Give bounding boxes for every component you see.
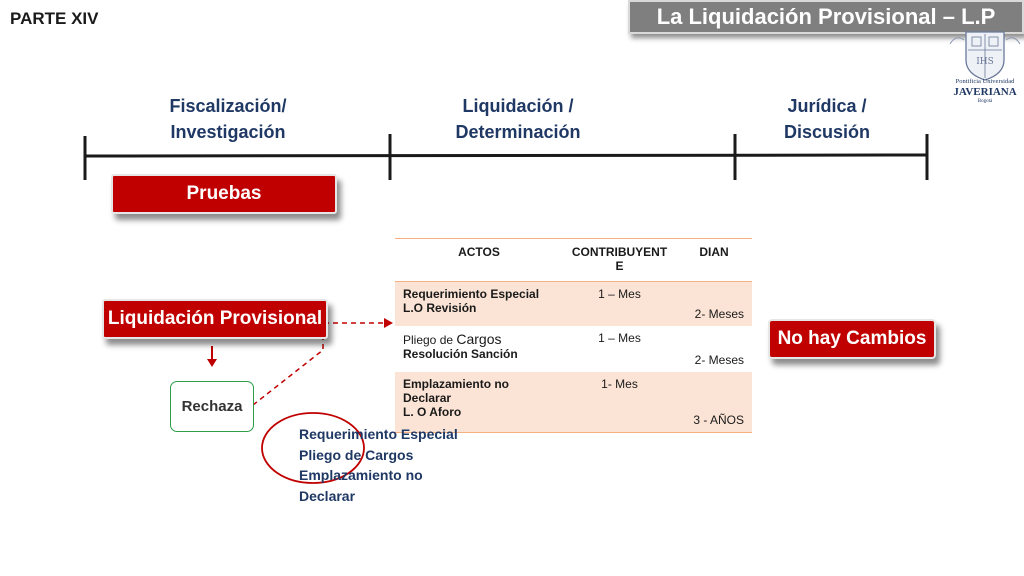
pruebas-box: Pruebas [111,174,337,214]
contribuyente-cell: 1- Mes [563,372,676,433]
no-hay-cambios-box: No hay Cambios [768,319,936,359]
phase-line: Jurídica / [787,96,867,116]
slide-title: La Liquidación Provisional – L.P [628,0,1024,34]
down-arrow-icon [207,346,217,367]
header-actos: ACTOS [395,239,563,282]
dian-cell: 3 - AÑOS [676,372,752,433]
acto-line: Emplazamiento no [403,377,510,391]
acto-line: Requerimiento Especial [403,287,540,301]
phase-line: Determinación [455,122,581,142]
acto-line: L.O Revisión [403,301,477,315]
acto-cell [395,326,563,372]
acto-line: Pliego de [403,333,457,347]
header-contribuyente-line2: E [615,259,624,273]
phase-line: Investigación [170,122,286,142]
list-item: Pliego de Cargos [299,446,414,463]
header-contribuyente-line1: CONTRIBUYENT [571,245,668,259]
rechaza-box: Rechaza [170,381,254,432]
actos-list [299,424,458,506]
phase-line: Fiscalización/ [169,96,287,116]
contribuyente-cell: 1 – Mes [563,282,676,327]
phase-line: Liquidación / [462,96,574,116]
liquidacion-provisional-box: Liquidación Provisional [102,299,328,339]
acto-line: Declarar [403,391,452,405]
svg-text:IHS: IHS [976,57,994,67]
contribuyente-cell: 1 – Mes [563,326,676,372]
acto-line: Resolución Sanción [403,347,518,361]
acto-cell [395,282,563,327]
table-row [395,326,752,372]
dian-cell: 2- Meses [676,282,752,327]
table-header-row [395,239,752,282]
acto-line: Cargos [456,331,502,347]
logo-line3: Bogotá [977,99,993,104]
header-contribuyente [563,239,676,282]
table-row [395,282,752,327]
header-dian: DIAN [676,239,752,282]
acts-table [395,238,752,433]
acto-line: L. O Aforo [403,405,462,419]
phase-line: Discusión [783,122,871,142]
timeline-axis [85,155,927,156]
list-item: Emplazamiento no [299,467,423,483]
logo-line1: Pontificia Universidad [955,78,1015,85]
section-label: PARTE XIV [10,9,99,28]
list-item: Requerimiento Especial [299,426,458,442]
list-item: Declarar [299,487,356,504]
dian-cell: 2- Meses [676,326,752,372]
logo-line2: JAVERIANA [953,86,1017,98]
